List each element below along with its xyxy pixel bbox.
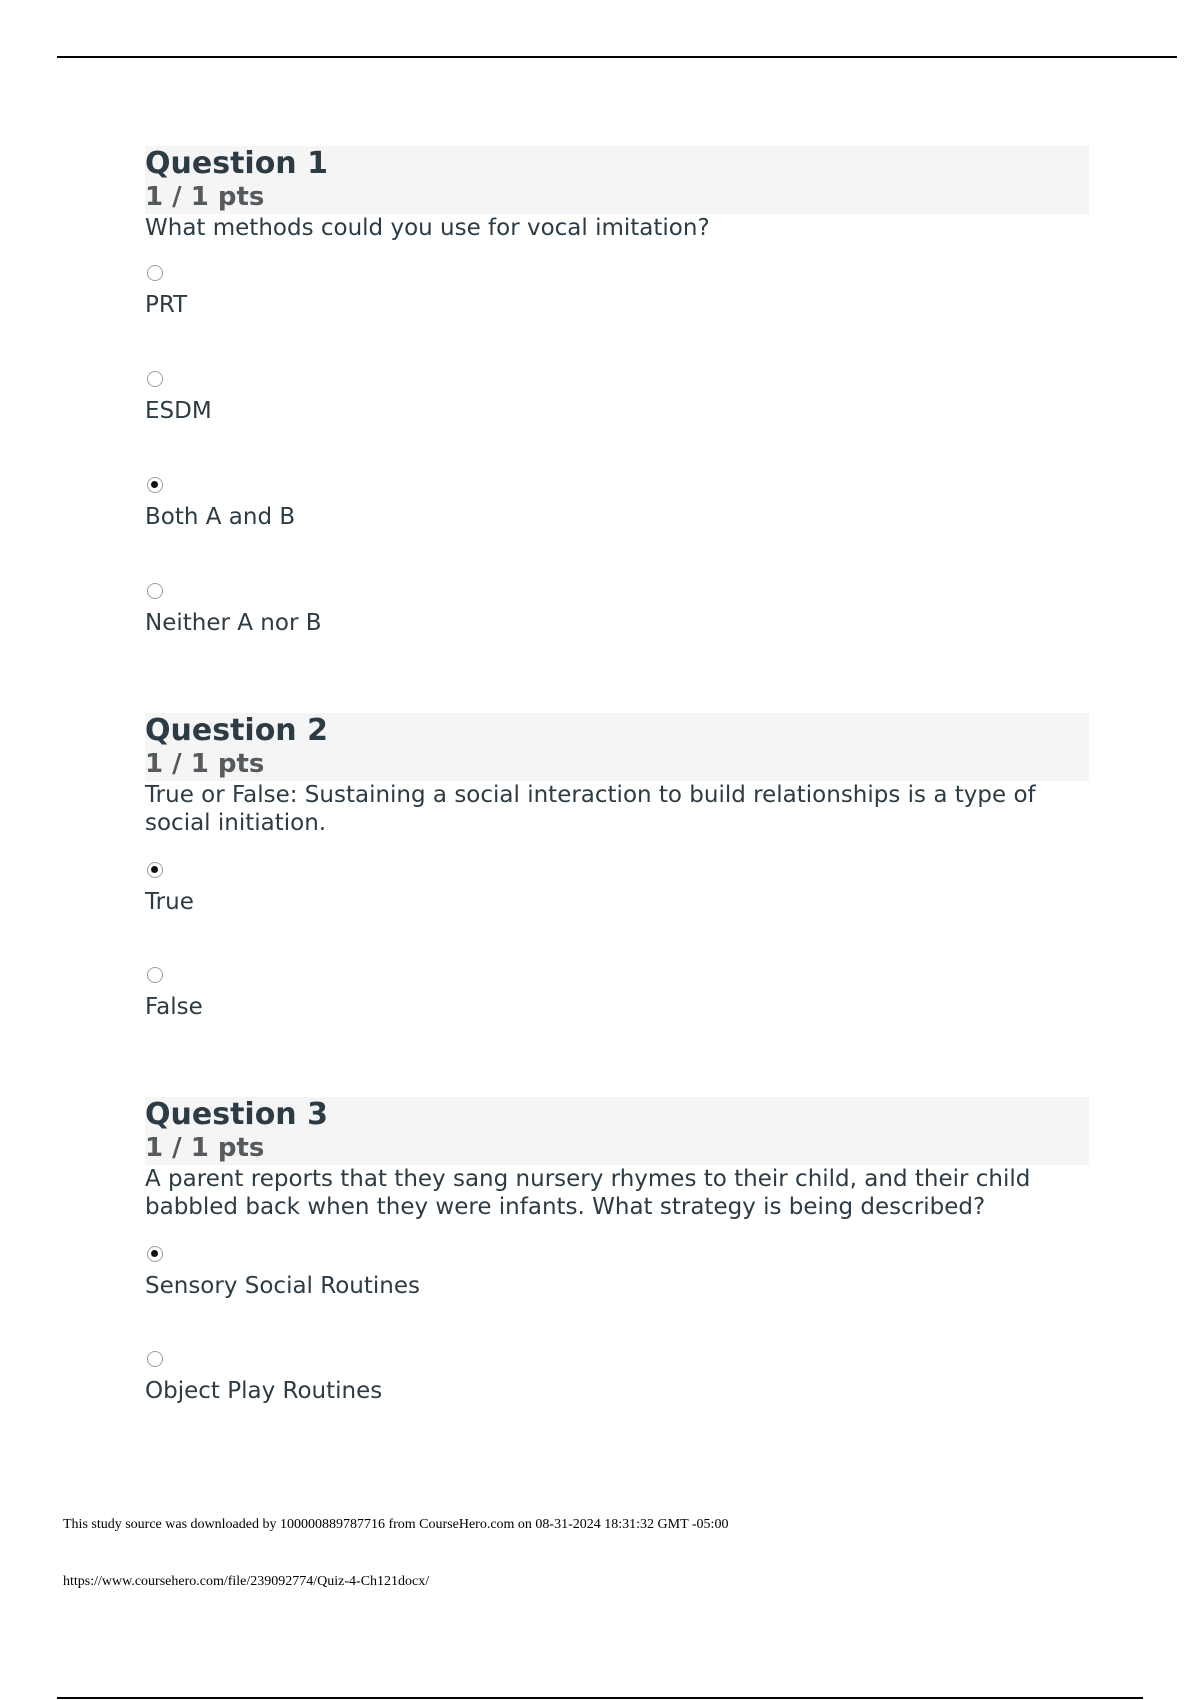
download-notice: This study source was downloaded by 100000889787716 from CourseHero.com on 08-31-2024 18:31:32 GMT -05:00 xyxy=(63,1517,729,1532)
radio-button[interactable] xyxy=(147,1246,163,1262)
question-title: Question 2 xyxy=(145,713,328,748)
question-title: Question 3 xyxy=(145,1097,328,1132)
answer-label: Object Play Routines xyxy=(145,1378,383,1404)
radio-button[interactable] xyxy=(147,1351,163,1367)
answer-label: Neither A nor B xyxy=(145,610,322,636)
question-title: Question 1 xyxy=(145,146,328,181)
question-points: 1 / 1 pts xyxy=(145,749,265,779)
source-url[interactable]: https://www.coursehero.com/file/239092774/Quiz-4-Ch121docx/ xyxy=(63,1574,430,1589)
question-header xyxy=(145,713,1089,781)
top-divider xyxy=(57,56,1177,58)
radio-button[interactable] xyxy=(147,967,163,983)
radio-button[interactable] xyxy=(147,583,163,599)
question-points: 1 / 1 pts xyxy=(145,1133,265,1163)
question-text: A parent reports that they sang nursery rhymes to their child, and their child babbled back when they were infants. What strategy is being described? xyxy=(145,1166,1031,1220)
question-1 xyxy=(145,146,1089,636)
question-header xyxy=(145,146,1089,214)
answer-label: Sensory Social Routines xyxy=(145,1273,420,1299)
question-points: 1 / 1 pts xyxy=(145,182,265,212)
question-header xyxy=(145,1097,1089,1165)
answer-label: PRT xyxy=(145,292,188,318)
radio-button[interactable] xyxy=(147,265,163,281)
answer-label: Both A and B xyxy=(145,504,296,530)
radio-button[interactable] xyxy=(147,477,163,493)
question-text: True or False: Sustaining a social interaction to build relationships is a type of social initiation. xyxy=(145,782,1036,836)
question-3 xyxy=(145,1097,1089,1404)
question-2 xyxy=(145,713,1089,1020)
radio-button[interactable] xyxy=(147,862,163,878)
bottom-divider xyxy=(57,1697,1143,1699)
answer-label: True xyxy=(145,889,194,915)
answer-label: ESDM xyxy=(145,398,212,424)
question-text: What methods could you use for vocal imitation? xyxy=(145,215,710,241)
answer-label: False xyxy=(145,994,203,1020)
radio-button[interactable] xyxy=(147,371,163,387)
